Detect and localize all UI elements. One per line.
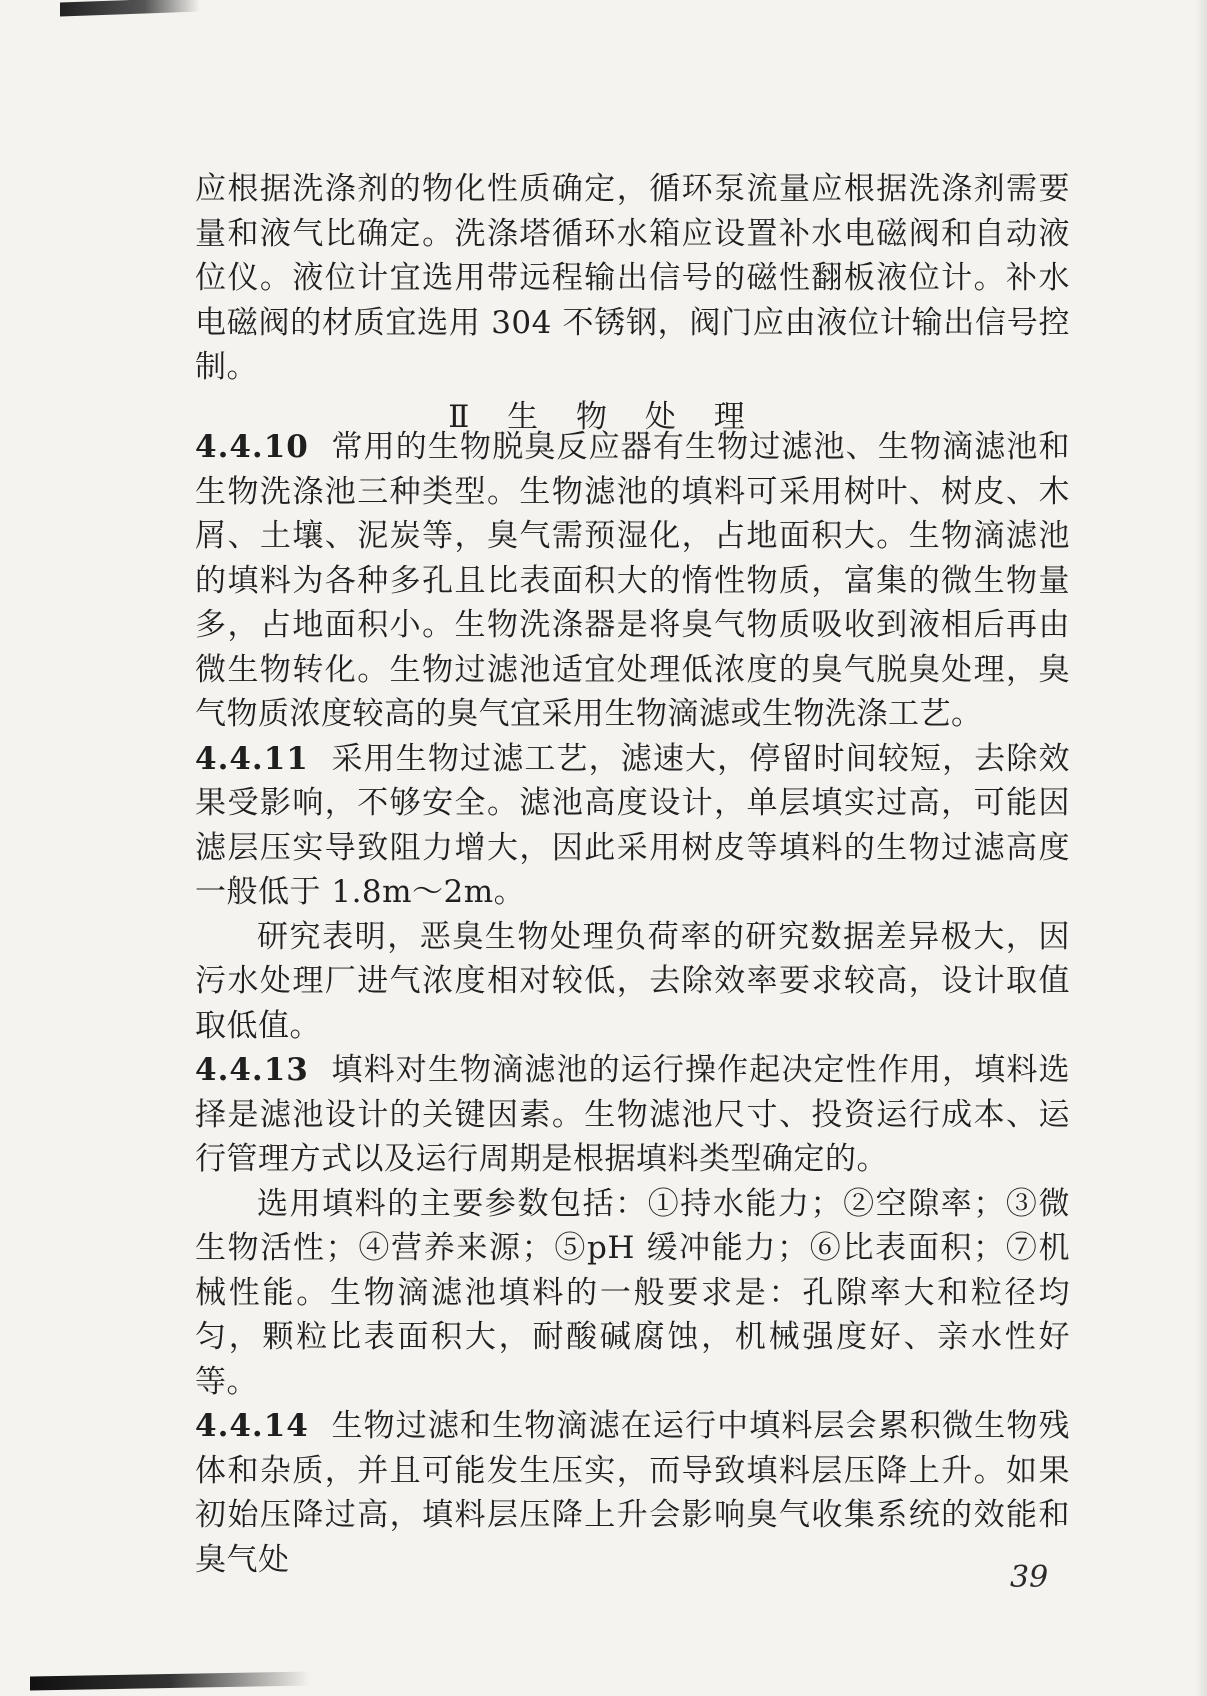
section-heading: Ⅱ 生 物 处 理 xyxy=(448,399,759,435)
clause-text: 生物过滤和生物滴滤在运行中填料层会累积微生物残体和杂质，并且可能发生压实，而导致填料层压降上升。如果初始压降过高，填料层压降上升会影响臭气收集系统的效能和臭气处 xyxy=(195,1408,1070,1578)
continuation-text: 应根据洗涤剂的物化性质确定，循环泵流量应根据洗涤剂需要量和液气比确定。洗涤塔循环水箱应设置补水电磁阀和自动液位仪。液位计宜选用带远程输出信号的磁性翻板液位计。补水电磁阀的材质宜选用 304 不锈钢，阀门应由液位计输出信号控制。 xyxy=(195,171,1070,385)
clause-text: 填料对生物滴滤池的运行操作起决定性作用，填料选择是滤池设计的关键因素。生物滤池尺寸、投资运行成本、运行管理方式以及运行周期是根据填料类型确定的。 xyxy=(195,1052,1070,1177)
clause-number: 4.4.11 xyxy=(195,740,309,777)
clause-4-4-11-para-2: 研究表明，恶臭生物处理负荷率的研究数据差异极大，因污水处理厂进气浓度相对较低，去除效率要求较高，设计取值取低值。 xyxy=(195,918,1070,1044)
clauses-block xyxy=(195,425,1070,1582)
continuation-paragraph xyxy=(195,167,1070,390)
clause-4-4-11 xyxy=(195,737,1070,915)
clause-text: 常用的生物脱臭反应器有生物过滤池、生物滴滤池和生物洗涤池三种类型。生物滤池的填料可采用树叶、树皮、木屑、土壤、泥炭等，臭气需预湿化，占地面积大。生物滴滤池的填料为各种多孔且比表面积大的惰性物质，富集的微生物量多，占地面积小。生物洗涤器是将臭气物质吸收到液相后再由微生物转化。生物过滤池适宜处理低浓度的臭气脱臭处理，臭气物质浓度较高的臭气宜采用生物滴滤或生物洗涤工艺。 xyxy=(195,429,1070,732)
scan-shadow-right xyxy=(1195,0,1207,1696)
clause-4-4-13 xyxy=(195,1048,1070,1182)
page-number: 39 xyxy=(1010,1560,1049,1595)
clause-text: 采用生物过滤工艺，滤速大，停留时间较短，去除效果受影响，不够安全。滤池高度设计，单层填实过高，可能因滤层压实导致阻力增大，因此采用树皮等填料的生物过滤高度一般低于 1.8m～2m。 xyxy=(195,740,1070,910)
clause-4-4-10 xyxy=(195,425,1070,737)
clause-4-4-13-para-2: 选用填料的主要参数包括：①持水能力；②空隙率；③微生物活性；④营养来源；⑤pH 缓冲能力；⑥比表面积；⑦机械性能。生物滴滤池填料的一般要求是：孔隙率大和粒径均匀，颗粒比表面积大，耐酸碱腐蚀，机械强度好、亲水性好等。 xyxy=(195,1185,1070,1400)
clause-4-4-14 xyxy=(195,1404,1070,1582)
scan-shadow-bottom xyxy=(30,1672,310,1691)
scan-shadow-top xyxy=(60,0,200,16)
clause-number: 4.4.10 xyxy=(195,429,309,465)
clause-number: 4.4.14 xyxy=(195,1408,309,1444)
clause-number: 4.4.13 xyxy=(195,1052,309,1088)
